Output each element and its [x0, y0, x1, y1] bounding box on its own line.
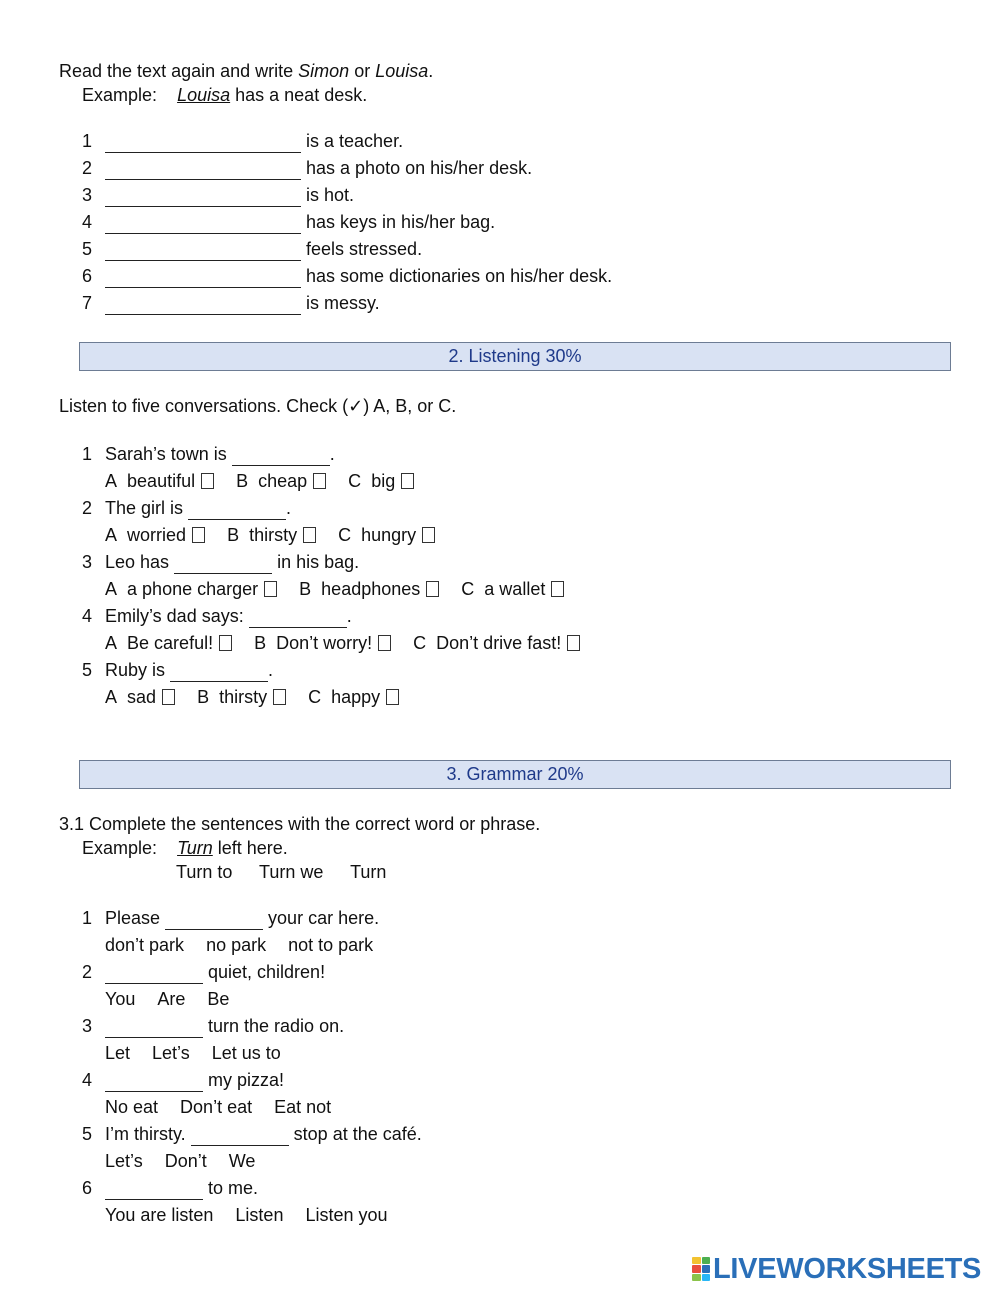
sentence-after: your car here.: [263, 908, 380, 928]
grammar-choices: [105, 1204, 410, 1226]
item-text: has keys in his/her bag.: [306, 212, 496, 232]
item-number: 1: [82, 908, 93, 928]
question-number: 3: [82, 552, 93, 572]
item-number: 3: [82, 185, 93, 205]
choice-option: Let us to: [211, 1043, 281, 1063]
option-checkbox[interactable]: [422, 527, 435, 543]
example-choice: Turn to: [176, 862, 233, 882]
option-b: [236, 471, 326, 491]
option-text: a wallet: [484, 579, 546, 599]
answer-blank[interactable]: [105, 162, 301, 180]
stem-before: The girl is: [105, 498, 189, 518]
stem-before: Emily’s dad says:: [105, 606, 249, 626]
answer-blank[interactable]: [105, 189, 301, 207]
option-checkbox[interactable]: [386, 689, 399, 705]
stem-after: in his bag.: [272, 552, 360, 572]
item-sentence: [105, 1015, 344, 1038]
option-checkbox[interactable]: [192, 527, 205, 543]
grammar-choices: [105, 1150, 277, 1172]
option-letter: B: [236, 471, 249, 491]
stem-before: Ruby is: [105, 660, 171, 680]
option-text: happy: [331, 687, 381, 707]
option-b: [197, 687, 286, 707]
option-a: [105, 687, 175, 707]
item-text: feels stressed.: [306, 239, 423, 259]
grammar-choices: [105, 1042, 303, 1064]
option-c: [348, 471, 414, 491]
answer-blank[interactable]: [170, 664, 268, 682]
option-c: [338, 525, 435, 545]
name-simon: Simon: [298, 61, 350, 81]
item-body: [105, 184, 354, 207]
reading-instruction: [59, 60, 433, 82]
option-text: sad: [127, 687, 157, 707]
grammar-instruction: 3.1 Complete the sentences with the correct word or phrase.: [59, 814, 541, 834]
option-checkbox[interactable]: [264, 581, 277, 597]
item-number: 3: [82, 1016, 93, 1036]
answer-blank[interactable]: [105, 1020, 203, 1038]
answer-blank[interactable]: [105, 966, 203, 984]
example-choice: Turn: [350, 862, 387, 882]
option-text: headphones: [321, 579, 421, 599]
option-letter: B: [254, 633, 267, 653]
option-checkbox[interactable]: [201, 473, 214, 489]
listening-options: [105, 470, 414, 492]
listening-instruction: Listen to five conversations. Check (✓) A, B, or C.: [59, 396, 457, 416]
example-answer: Turn: [177, 838, 213, 858]
option-b: [254, 633, 391, 653]
choice-option: Let: [105, 1043, 131, 1063]
item-text: is messy.: [306, 293, 380, 313]
item-number: 6: [82, 1178, 93, 1198]
logo-mark-square: [692, 1257, 701, 1264]
item-sentence: [105, 907, 379, 930]
sentence-after: my pizza!: [203, 1070, 285, 1090]
item-sentence: [105, 961, 325, 984]
option-b: [299, 579, 439, 599]
choice-option: Listen: [235, 1205, 284, 1225]
item-number: 5: [82, 239, 93, 259]
choice-option: No eat: [105, 1097, 159, 1117]
instruction-text: Read the text again and write: [59, 61, 299, 81]
sentence-after: to me.: [203, 1178, 259, 1198]
item-number: 2: [82, 158, 93, 178]
instruction-or: or: [349, 61, 376, 81]
option-c: [308, 687, 399, 707]
option-letter: A: [105, 525, 118, 545]
option-checkbox[interactable]: [401, 473, 414, 489]
sentence-before: I’m thirsty.: [105, 1124, 191, 1144]
stem-after: .: [286, 498, 292, 518]
choice-option: not to park: [288, 935, 374, 955]
option-letter: A: [105, 471, 118, 491]
example-rest: left here.: [212, 838, 288, 858]
option-text: thirsty: [219, 687, 268, 707]
option-text: Don’t worry!: [276, 633, 373, 653]
option-text: hungry: [361, 525, 417, 545]
option-text: cheap: [258, 471, 308, 491]
option-text: Be careful!: [127, 633, 214, 653]
option-text: a phone charger: [127, 579, 259, 599]
instruction-period: .: [428, 61, 434, 81]
item-body: [105, 292, 380, 315]
option-a: [105, 633, 232, 653]
question-number: 1: [82, 444, 93, 464]
item-number: 7: [82, 293, 93, 313]
item-sentence: [105, 1123, 422, 1146]
item-sentence: [105, 1177, 258, 1200]
stem-before: Leo has: [105, 552, 175, 572]
logo-mark-square: [692, 1274, 701, 1281]
item-body: [105, 265, 612, 288]
option-c: [413, 633, 580, 653]
name-louisa: Louisa: [375, 61, 429, 81]
answer-blank[interactable]: [105, 135, 301, 153]
option-checkbox[interactable]: [219, 635, 232, 651]
question-stem: [105, 443, 335, 466]
option-checkbox[interactable]: [303, 527, 316, 543]
option-checkbox[interactable]: [426, 581, 439, 597]
question-stem: [105, 551, 359, 574]
choice-option: Let’s: [152, 1043, 190, 1063]
option-letter: A: [105, 579, 118, 599]
option-letter: C: [461, 579, 475, 599]
item-text: has a photo on his/her desk.: [306, 158, 533, 178]
stem-after: .: [346, 606, 352, 626]
example-label: Example:: [82, 85, 158, 105]
answer-blank[interactable]: [232, 448, 330, 466]
answer-blank[interactable]: [105, 270, 301, 288]
item-number: 4: [82, 1070, 93, 1090]
grammar-choices: [105, 988, 251, 1010]
option-letter: A: [105, 633, 118, 653]
option-text: worried: [127, 525, 187, 545]
sentence-before: Please: [105, 908, 166, 928]
answer-blank[interactable]: [188, 502, 286, 520]
choice-option: You are listen: [105, 1205, 214, 1225]
answer-blank[interactable]: [191, 1128, 289, 1146]
grammar-section-header: 3. Grammar 20%: [79, 760, 951, 789]
answer-blank[interactable]: [174, 556, 272, 574]
grammar-choices: [105, 934, 395, 956]
sentence-after: turn the radio on.: [203, 1016, 345, 1036]
choice-option: no park: [206, 935, 267, 955]
choice-option: Are: [157, 989, 186, 1009]
item-number: 4: [82, 212, 93, 232]
question-stem: [105, 497, 291, 520]
answer-blank[interactable]: [105, 216, 301, 234]
option-checkbox[interactable]: [551, 581, 564, 597]
option-checkbox[interactable]: [273, 689, 286, 705]
item-body: [105, 130, 403, 153]
listening-section-header: 2. Listening 30%: [79, 342, 951, 371]
logo-text: LIVEWORKSHEETS: [713, 1252, 982, 1285]
option-a: [105, 579, 277, 599]
choice-option: Let’s: [105, 1151, 143, 1171]
item-number: 2: [82, 962, 93, 982]
example-rest: has a neat desk.: [230, 85, 368, 105]
logo-mark-icon: [692, 1257, 710, 1281]
option-b: [227, 525, 316, 545]
question-number: 4: [82, 606, 93, 626]
item-body: [105, 211, 495, 234]
listening-options: [105, 578, 564, 600]
choice-option: Eat not: [274, 1097, 332, 1117]
option-text: beautiful: [127, 471, 196, 491]
item-number: 1: [82, 131, 93, 151]
logo-mark-square: [702, 1257, 711, 1264]
choice-option: Don’t eat: [180, 1097, 253, 1117]
item-body: [105, 238, 422, 261]
choice-option: Listen you: [305, 1205, 388, 1225]
answer-blank[interactable]: [165, 912, 263, 930]
answer-blank[interactable]: [105, 297, 301, 315]
item-number: 6: [82, 266, 93, 286]
option-letter: C: [348, 471, 362, 491]
liveworksheets-logo: [692, 1254, 981, 1284]
item-sentence: [105, 1069, 284, 1092]
choice-option: We: [228, 1151, 256, 1171]
option-text: thirsty: [249, 525, 298, 545]
choice-option: Be: [207, 989, 230, 1009]
sentence-after: stop at the café.: [288, 1124, 422, 1144]
example-answer: Louisa: [177, 85, 231, 105]
option-c: [461, 579, 564, 599]
choice-option: You: [105, 989, 136, 1009]
listening-options: [105, 632, 580, 654]
option-checkbox[interactable]: [313, 473, 326, 489]
question-number: 2: [82, 498, 93, 518]
question-stem: [105, 659, 273, 682]
option-checkbox[interactable]: [567, 635, 580, 651]
grammar-example-choices: [176, 861, 408, 883]
grammar-example: [82, 837, 288, 859]
option-letter: B: [197, 687, 210, 707]
example-label: Example:: [82, 838, 158, 858]
item-text: is hot.: [306, 185, 355, 205]
option-letter: C: [308, 687, 322, 707]
question-stem: [105, 605, 352, 628]
example-choice: Turn we: [259, 862, 324, 882]
answer-blank[interactable]: [105, 1182, 203, 1200]
option-text: big: [371, 471, 396, 491]
option-letter: B: [299, 579, 312, 599]
choice-option: Don’t: [164, 1151, 207, 1171]
logo-mark-square: [702, 1265, 711, 1272]
listening-options: [105, 686, 399, 708]
stem-after: .: [329, 444, 335, 464]
sentence-after: quiet, children!: [203, 962, 326, 982]
option-letter: C: [413, 633, 427, 653]
choice-option: don’t park: [105, 935, 185, 955]
option-letter: B: [227, 525, 240, 545]
question-number: 5: [82, 660, 93, 680]
stem-before: Sarah’s town is: [105, 444, 232, 464]
option-letter: A: [105, 687, 118, 707]
item-text: is a teacher.: [306, 131, 404, 151]
logo-mark-square: [692, 1265, 701, 1272]
item-text: has some dictionaries on his/her desk.: [306, 266, 613, 286]
listening-options: [105, 524, 435, 546]
stem-after: .: [268, 660, 274, 680]
logo-mark-square: [702, 1274, 711, 1281]
option-letter: C: [338, 525, 352, 545]
answer-blank[interactable]: [105, 1074, 203, 1092]
option-checkbox[interactable]: [378, 635, 391, 651]
option-a: [105, 525, 205, 545]
grammar-choices: [105, 1096, 353, 1118]
option-a: [105, 471, 214, 491]
answer-blank[interactable]: [249, 610, 347, 628]
reading-example: [82, 84, 367, 106]
option-checkbox[interactable]: [162, 689, 175, 705]
option-text: Don’t drive fast!: [436, 633, 562, 653]
item-number: 5: [82, 1124, 93, 1144]
item-body: [105, 157, 532, 180]
answer-blank[interactable]: [105, 243, 301, 261]
